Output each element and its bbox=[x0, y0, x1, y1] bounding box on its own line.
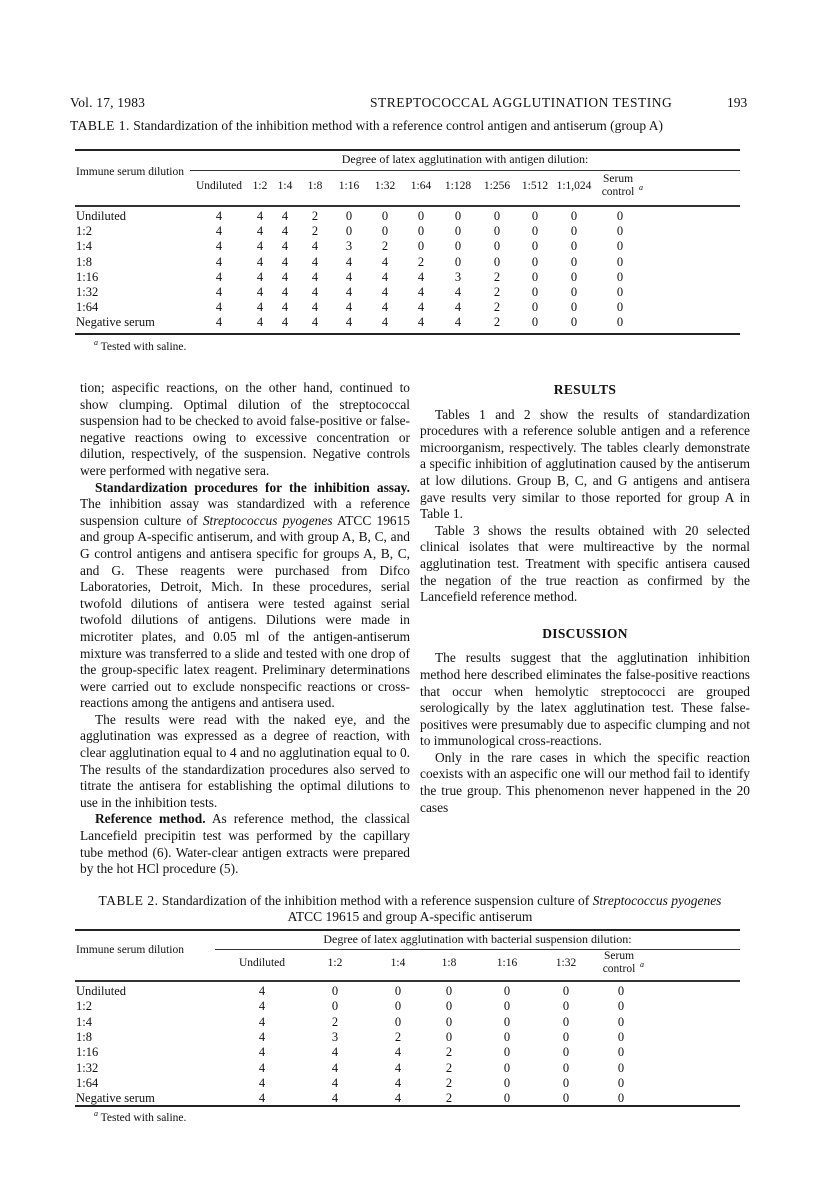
table-cell: 4 bbox=[281, 224, 289, 239]
table-cell: 0 bbox=[493, 254, 501, 269]
table1-caption-text: Standardization of the inhibition method with a reference control antigen and antiserum (group A) bbox=[133, 118, 664, 133]
table-cell: 2 bbox=[493, 300, 501, 315]
table-cell: 0 bbox=[616, 239, 624, 254]
table-cell: 0 bbox=[503, 1014, 511, 1029]
table-cell: 4 bbox=[345, 254, 353, 269]
table-cell: 0 bbox=[617, 1075, 625, 1090]
table-cell: 4 bbox=[256, 209, 264, 223]
row-label: 1:8 bbox=[76, 254, 92, 269]
table-cell: 4 bbox=[258, 1091, 266, 1106]
table-cell: 0 bbox=[503, 1045, 511, 1060]
table1-bottom-rule bbox=[75, 333, 740, 335]
table-cell: 2 bbox=[445, 1075, 453, 1090]
column-header-label: 1:1,024 bbox=[556, 180, 592, 192]
table-cell: 2 bbox=[493, 269, 501, 284]
table1-top-rule bbox=[75, 149, 740, 151]
table-cell: 2 bbox=[493, 285, 501, 299]
table-cell: 4 bbox=[345, 315, 353, 330]
table-cell: 0 bbox=[617, 1045, 625, 1060]
table-cell: 0 bbox=[454, 239, 462, 254]
column-header bbox=[477, 957, 537, 970]
table-cell: 2 bbox=[445, 1045, 453, 1060]
table2-stub-header: Immune serum dilution bbox=[76, 944, 184, 956]
table-cell: 0 bbox=[445, 1029, 453, 1044]
table-cell: 0 bbox=[616, 224, 624, 239]
table-cell: 4 bbox=[331, 1075, 339, 1090]
column-header-label: 1:2 bbox=[252, 180, 268, 192]
table-cell: 0 bbox=[503, 999, 511, 1014]
row-label: Undiluted bbox=[76, 984, 126, 998]
table-cell: 4 bbox=[311, 254, 319, 269]
table-cell: 4 bbox=[394, 1075, 402, 1090]
discussion-paragraph-2: Only in the rare cases in which the specific reaction coexists with an aspecific one will our method fail to identify the true group. This phenomenon never happened in the 20 cases bbox=[420, 749, 750, 815]
table1-spanner: Degree of latex agglutination with antigen dilution: bbox=[341, 152, 589, 166]
table2-header-rule bbox=[75, 980, 740, 982]
table-cell: 0 bbox=[570, 285, 578, 299]
table1-footnote-text: Tested with saline. bbox=[100, 341, 187, 353]
row-label: 1:8 bbox=[76, 1029, 92, 1044]
row-label: 1:2 bbox=[76, 999, 92, 1014]
table-cell: 0 bbox=[445, 1014, 453, 1029]
table-cell: 0 bbox=[454, 254, 462, 269]
discussion-paragraph-1: The results suggest that the agglutination inhibition method here described eliminates the false-positive reactions that occur when hemolytic streptococci are grouped serologically by the latex agglutination test. These false-positives were presumably due to aspecific clumping and not to immunological cross-reactions. bbox=[420, 650, 750, 749]
table-cell: 0 bbox=[570, 269, 578, 284]
table-cell: 0 bbox=[616, 254, 624, 269]
table-cell: 0 bbox=[531, 254, 539, 269]
table-cell: 4 bbox=[454, 285, 462, 299]
table-cell: 4 bbox=[281, 300, 289, 315]
table-cell: 4 bbox=[331, 1045, 339, 1060]
table-cell: 4 bbox=[258, 1075, 266, 1090]
table-cell: 0 bbox=[570, 209, 578, 223]
column-header-label: 1:2 bbox=[327, 957, 343, 969]
table-cell: 4 bbox=[281, 254, 289, 269]
table-cell: 0 bbox=[562, 1045, 570, 1060]
column-header-label: Undiluted bbox=[239, 957, 285, 969]
table-cell: 4 bbox=[381, 285, 389, 299]
paragraph-reference-method: Reference method. As reference method, the classical Lancefield precipitin test was performed by the capillary tube method (6). Water-clear antigen extracts were prepared by the hot HCl procedure (5). bbox=[80, 811, 410, 877]
column-header-label: 1:4 bbox=[277, 180, 293, 192]
table-cell: 0 bbox=[570, 224, 578, 239]
table-cell: 4 bbox=[311, 285, 319, 299]
row-label: 1:16 bbox=[76, 1045, 99, 1060]
table-cell: 4 bbox=[331, 1091, 339, 1106]
running-header-title: STREPTOCOCCAL AGGLUTINATION TESTING bbox=[370, 95, 673, 110]
table2-label: TABLE 2. bbox=[98, 893, 159, 908]
column-header-label: 1:16 bbox=[496, 957, 518, 969]
table-cell: 0 bbox=[503, 1060, 511, 1075]
footnote-mark: a bbox=[639, 183, 643, 193]
row-label: 1:64 bbox=[76, 300, 99, 315]
paragraph-continuation: tion; aspecific reactions, on the other hand, continued to show clumping. Optimal dilution of the streptococcal suspension had to be checked to avoid false-positive or false-negative reactions owing to excessive concentration or dilution, respectively, of the suspension. Negative controls were performed with negative sera. bbox=[80, 380, 410, 478]
table-cell: 0 bbox=[394, 999, 402, 1014]
table-cell: 0 bbox=[616, 269, 624, 284]
table-cell: 4 bbox=[394, 1045, 402, 1060]
table-cell: 3 bbox=[331, 1029, 339, 1044]
table-cell: 4 bbox=[258, 1014, 266, 1029]
table-cell: 4 bbox=[256, 300, 264, 315]
row-label: 1:16 bbox=[76, 269, 99, 284]
footnote-mark: a bbox=[94, 338, 98, 348]
column-header-label: Serum control bbox=[601, 173, 635, 198]
column-header-label: 1:16 bbox=[338, 180, 360, 192]
table-cell: 0 bbox=[617, 1091, 625, 1106]
table-cell: 0 bbox=[394, 984, 402, 998]
table1-spanner-rule bbox=[190, 170, 740, 171]
table-cell: 2 bbox=[331, 1014, 339, 1029]
table-cell: 4 bbox=[281, 209, 289, 223]
column-header bbox=[590, 173, 650, 199]
table-cell: 4 bbox=[256, 269, 264, 284]
table-cell: 4 bbox=[311, 239, 319, 254]
table-cell: 4 bbox=[281, 239, 289, 254]
table-cell: 0 bbox=[394, 1014, 402, 1029]
row-label: Negative serum bbox=[76, 1091, 155, 1106]
table-cell: 2 bbox=[394, 1029, 402, 1044]
table1-header-rule bbox=[75, 205, 740, 207]
table-cell: 2 bbox=[445, 1060, 453, 1075]
table-cell: 4 bbox=[256, 254, 264, 269]
table-cell: 4 bbox=[256, 239, 264, 254]
table-cell: 0 bbox=[503, 1029, 511, 1044]
column-header bbox=[305, 957, 365, 970]
table-cell: 2 bbox=[311, 224, 319, 239]
table2-caption: TABLE 2. Standardization of the inhibition method with a reference suspension culture of Streptococcus pyogenes ATCC 19615 and group A-specific antiserum bbox=[98, 893, 722, 924]
column-header-label: Undiluted bbox=[196, 180, 242, 192]
table-cell: 4 bbox=[258, 1029, 266, 1044]
table-cell: 4 bbox=[281, 315, 289, 330]
column-header-label: 1:4 bbox=[390, 957, 406, 969]
species-name: Streptococcus pyogenes bbox=[202, 512, 333, 528]
results-heading: RESULTS bbox=[553, 382, 617, 397]
table2-spanner: Degree of latex agglutination with bacterial suspension dilution: bbox=[323, 932, 632, 946]
results-paragraph-1: Tables 1 and 2 show the results of standardization procedures with a reference soluble antigen and a reference microorganism, respectively. The tables clearly demonstrate a specific inhibition of agglutination caused by the antiserum at low dilutions. Group B, C, and G antigens and antisera gave results very similar to those reported for group A in Table 1. bbox=[420, 406, 750, 522]
running-header-volume: Vol. 17, 1983 bbox=[70, 95, 146, 110]
table-cell: 2 bbox=[381, 239, 389, 254]
table-cell: 0 bbox=[531, 300, 539, 315]
right-column bbox=[420, 382, 750, 816]
page-number: 193 bbox=[727, 95, 748, 110]
table-cell: 0 bbox=[570, 239, 578, 254]
table-cell: 0 bbox=[570, 300, 578, 315]
table-cell: 4 bbox=[256, 224, 264, 239]
column-header-label: 1:64 bbox=[410, 180, 432, 192]
table-cell: 0 bbox=[417, 239, 425, 254]
table-cell: 4 bbox=[454, 315, 462, 330]
column-header-label: 1:32 bbox=[555, 957, 577, 969]
table1-footnote bbox=[94, 338, 187, 353]
table-cell: 4 bbox=[215, 254, 223, 269]
footnote-mark: a bbox=[640, 960, 644, 970]
table-cell: 0 bbox=[531, 315, 539, 330]
table-cell: 4 bbox=[311, 315, 319, 330]
table-cell: 4 bbox=[215, 209, 223, 223]
table2-footnote bbox=[94, 1109, 187, 1124]
table-cell: 4 bbox=[417, 315, 425, 330]
table-cell: 0 bbox=[562, 984, 570, 998]
paragraph-results-reading: The results were read with the naked eye, and the agglutination was expressed as a degree of reaction, with clear agglutination equal to 4 and no agglutination equal to 0. The results of the standardization procedures also served to titrate the antisera for establishing the optimal dilutions to use in the inhibition tests. bbox=[80, 711, 410, 810]
table-cell: 4 bbox=[381, 254, 389, 269]
table-cell: 4 bbox=[215, 239, 223, 254]
discussion-heading: DISCUSSION bbox=[542, 625, 628, 641]
table-cell: 0 bbox=[616, 285, 624, 299]
table-cell: 4 bbox=[256, 315, 264, 330]
species-name: Streptococcus pyogenes bbox=[592, 893, 722, 908]
table-cell: 4 bbox=[311, 269, 319, 284]
table-cell: 0 bbox=[531, 209, 539, 223]
section-run-in-head: Standardization procedures for the inhibition assay. bbox=[95, 479, 410, 495]
table-cell: 4 bbox=[258, 999, 266, 1014]
column-header-label: 1:128 bbox=[444, 180, 472, 192]
table-cell: 0 bbox=[617, 984, 625, 998]
table-cell: 0 bbox=[503, 1075, 511, 1090]
table-cell: 0 bbox=[503, 1091, 511, 1106]
table-cell: 4 bbox=[417, 285, 425, 299]
table-cell: 0 bbox=[454, 224, 462, 239]
table-cell: 0 bbox=[445, 984, 453, 998]
table-cell: 0 bbox=[417, 209, 425, 223]
table-cell: 0 bbox=[562, 1075, 570, 1090]
table2-bottom-rule bbox=[75, 1105, 740, 1107]
row-label: 1:64 bbox=[76, 1075, 99, 1090]
table-cell: 0 bbox=[562, 1060, 570, 1075]
table-cell: 4 bbox=[331, 1060, 339, 1075]
table-cell: 4 bbox=[281, 269, 289, 284]
row-label: Negative serum bbox=[76, 315, 155, 330]
left-column bbox=[80, 380, 410, 878]
table-cell: 0 bbox=[493, 209, 501, 223]
table-cell: 0 bbox=[331, 984, 339, 998]
table-cell: 0 bbox=[454, 209, 462, 223]
table-cell: 4 bbox=[345, 300, 353, 315]
table-cell: 4 bbox=[215, 315, 223, 330]
table-cell: 2 bbox=[417, 254, 425, 269]
column-header-label: Serum control bbox=[602, 950, 636, 975]
column-header bbox=[419, 957, 479, 970]
table-cell: 0 bbox=[417, 224, 425, 239]
row-label: 1:2 bbox=[76, 224, 92, 239]
table-cell: 4 bbox=[258, 1045, 266, 1060]
paragraph-standardization: Standardization procedures for the inhibition assay. The inhibition assay was standardized with a reference suspension culture of Streptococcus pyogenes ATCC 19615 and group A-specific antiserum, and with group A, B, C, and G control antigens and antisera specific for groups A, B, C, and G. These reagents were purchased from Difco Laboratories, Detroit, Mich. In these procedures, serial twofold dilutions of antisera were tested against serial twofold dilutions of antigens. Dilutions were made in microtiter plates, and 0.05 ml of the antigen-antiserum mixture was transferred to a slide and tested with one drop of the group-specific latex reagent. Preliminary determinations were carried out to exclude nonspecific reactions or cross-reactions among the antigens and antisera used. bbox=[80, 479, 410, 711]
section-run-in-head: Reference method. bbox=[95, 811, 206, 827]
table-cell: 0 bbox=[331, 999, 339, 1014]
table-cell: 0 bbox=[493, 239, 501, 254]
table-cell: 4 bbox=[311, 300, 319, 315]
table-cell: 0 bbox=[617, 1014, 625, 1029]
table-cell: 0 bbox=[617, 1029, 625, 1044]
column-header-label: 1:8 bbox=[307, 180, 323, 192]
table-cell: 4 bbox=[345, 285, 353, 299]
table-cell: 0 bbox=[617, 999, 625, 1014]
table-cell: 0 bbox=[531, 285, 539, 299]
table-cell: 0 bbox=[345, 224, 353, 239]
table-cell: 0 bbox=[381, 224, 389, 239]
table-cell: 4 bbox=[381, 269, 389, 284]
table-cell: 3 bbox=[454, 269, 462, 284]
table-cell: 0 bbox=[562, 1091, 570, 1106]
table-cell: 0 bbox=[445, 999, 453, 1014]
table-cell: 2 bbox=[493, 315, 501, 330]
column-header-label: 1:8 bbox=[441, 957, 457, 969]
row-label: 1:4 bbox=[76, 1014, 92, 1029]
table-cell: 4 bbox=[345, 269, 353, 284]
table-cell: 4 bbox=[256, 285, 264, 299]
table-cell: 4 bbox=[381, 315, 389, 330]
row-label: 1:32 bbox=[76, 1060, 99, 1075]
column-header bbox=[232, 957, 292, 970]
table-cell: 4 bbox=[215, 224, 223, 239]
footnote-mark: a bbox=[94, 1109, 98, 1119]
table-cell: 2 bbox=[445, 1091, 453, 1106]
table-cell: 4 bbox=[454, 300, 462, 315]
table-cell: 0 bbox=[503, 984, 511, 998]
table-cell: 4 bbox=[281, 285, 289, 299]
row-label: Undiluted bbox=[76, 209, 126, 223]
table-cell: 0 bbox=[562, 1029, 570, 1044]
table-cell: 0 bbox=[617, 1060, 625, 1075]
table1-stub-header: Immune serum dilution bbox=[76, 166, 184, 178]
column-header-label: 1:32 bbox=[374, 180, 396, 192]
table-cell: 0 bbox=[531, 269, 539, 284]
table-cell: 4 bbox=[417, 269, 425, 284]
table-cell: 4 bbox=[258, 1060, 266, 1075]
table-cell: 4 bbox=[215, 285, 223, 299]
table-cell: 0 bbox=[570, 254, 578, 269]
table2-footnote-text: Tested with saline. bbox=[100, 1112, 187, 1124]
table2-spanner-rule bbox=[215, 949, 740, 950]
table-cell: 0 bbox=[616, 300, 624, 315]
table-cell: 0 bbox=[616, 209, 624, 223]
table-cell: 0 bbox=[531, 224, 539, 239]
row-label: 1:32 bbox=[76, 285, 99, 299]
table-cell: 0 bbox=[493, 224, 501, 239]
row-label: 1:4 bbox=[76, 239, 92, 254]
table-cell: 0 bbox=[616, 315, 624, 330]
table-cell: 0 bbox=[381, 209, 389, 223]
table-cell: 4 bbox=[394, 1091, 402, 1106]
table-cell: 4 bbox=[215, 300, 223, 315]
table-cell: 0 bbox=[345, 209, 353, 223]
table1-caption bbox=[70, 118, 770, 134]
table-cell: 4 bbox=[258, 984, 266, 998]
column-header bbox=[591, 950, 651, 976]
table1-label: TABLE 1. bbox=[70, 118, 130, 133]
table-cell: 3 bbox=[345, 239, 353, 254]
table-cell: 4 bbox=[394, 1060, 402, 1075]
column-header-label: 1:256 bbox=[483, 180, 511, 192]
table-cell: 2 bbox=[311, 209, 319, 223]
table-cell: 0 bbox=[562, 1014, 570, 1029]
table-cell: 0 bbox=[531, 239, 539, 254]
table-cell: 4 bbox=[381, 300, 389, 315]
results-paragraph-2: Table 3 shows the results obtained with 20 selected clinical isolates that were multireactive by the normal agglutination test. Treatment with specific antisera caused the negation of the true reaction as confirmed by the Lancefield reference method. bbox=[420, 522, 750, 605]
column-header bbox=[536, 957, 596, 970]
table-cell: 0 bbox=[562, 999, 570, 1014]
table-cell: 4 bbox=[417, 300, 425, 315]
table-cell: 4 bbox=[215, 269, 223, 284]
table-cell: 0 bbox=[570, 315, 578, 330]
column-header-label: 1:512 bbox=[521, 180, 549, 192]
table2-top-rule bbox=[75, 929, 740, 931]
